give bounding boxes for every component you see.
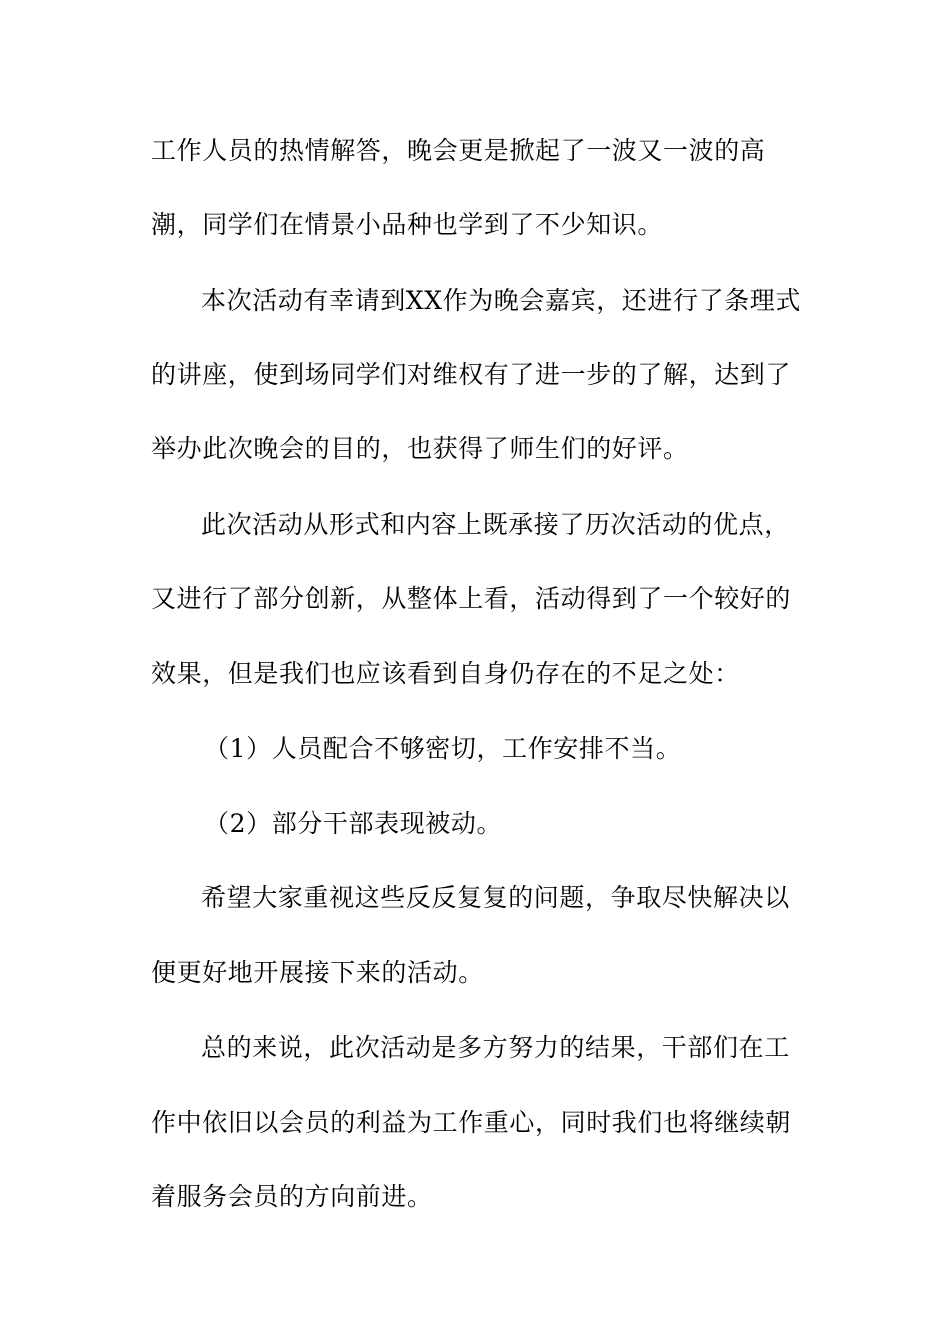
paragraph-line: 本次活动有幸请到XX作为晚会嘉宾，还进行了条理式	[201, 286, 801, 315]
paragraph-line: 的讲座，使到场同学们对维权有了进一步的了解，达到了	[151, 360, 792, 389]
paragraph-line: 作中依旧以会员的利益为工作重心，同时我们也将继续朝	[151, 1108, 792, 1137]
paragraph-line: 潮，同学们在情景小品种也学到了不少知识。	[151, 210, 664, 239]
paragraph-line: 着服务会员的方向前进。	[151, 1182, 433, 1211]
paragraph-line: 总的来说，此次活动是多方努力的结果，干部们在工	[201, 1033, 790, 1062]
paragraph-line: 效果，但是我们也应该看到自身仍存在的不足之处：	[151, 659, 740, 688]
paragraph-line: 工作人员的热情解答，晚会更是掀起了一波又一波的高	[151, 136, 766, 165]
paragraph-line: 便更好地开展接下来的活动。	[151, 958, 484, 987]
list-item: （1）人员配合不够密切，工作安排不当。	[204, 734, 682, 763]
paragraph-line: 此次活动从形式和内容上既承接了历次活动的优点，	[201, 510, 790, 539]
paragraph-line: 希望大家重视这些反反复复的问题，争取尽快解决以	[201, 883, 790, 912]
paragraph-line: 又进行了部分创新，从整体上看，活动得到了一个较好的	[151, 584, 792, 613]
paragraph-line: 举办此次晚会的目的，也获得了师生们的好评。	[151, 434, 689, 463]
list-item: （2）部分干部表现被动。	[204, 809, 503, 838]
